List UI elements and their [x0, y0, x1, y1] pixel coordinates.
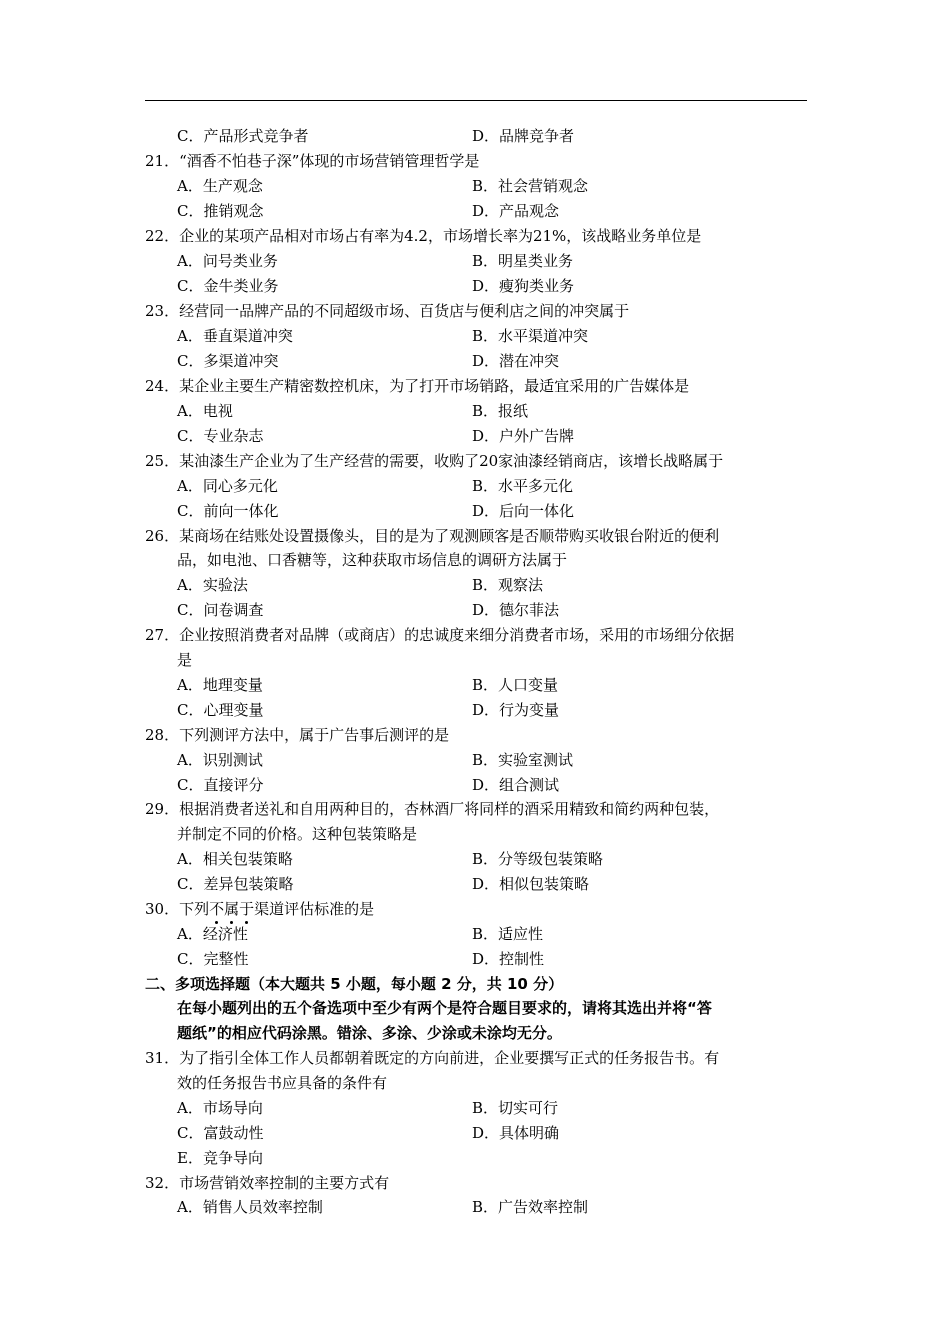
q32-stem: 32．市场营销效率控制的主要方式有	[145, 1174, 390, 1192]
q32-option-a: A．销售人员效率控制	[177, 1198, 323, 1216]
q25-stem: 25．某油漆生产企业为了生产经营的需要，收购了20家油漆经销商店，该增长战略属于	[145, 452, 724, 470]
q30-emphasis-char-3: 于	[239, 900, 254, 918]
q28-stem: 28．下列测评方法中，属于广告事后测评的是	[145, 726, 450, 744]
q26-option-b: B．观察法	[472, 576, 544, 594]
q28-option-b: B．实验室测试	[472, 751, 574, 769]
q26-option-c: C．问卷调查	[177, 601, 264, 619]
q25-option-c: C．前向一体化	[177, 502, 279, 520]
header-rule	[145, 100, 807, 101]
q30-option-b: B．适应性	[472, 925, 544, 943]
q28-option-d: D．组合测试	[472, 776, 560, 794]
q26-stem: 26．某商场在结账处设置摄像头，目的是为了观测顾客是否顺带购买收银台附近的便利	[145, 527, 720, 545]
q20-option-d: D．品牌竞争者	[472, 127, 575, 145]
q22-option-a: A．问号类业务	[177, 252, 278, 270]
q26-option-a: A．实验法	[177, 576, 248, 594]
section-2-title: 二、多项选择题（本大题共 5 小题，每小题 2 分，共 10 分）	[145, 975, 564, 993]
q24-option-a: A．电视	[177, 402, 233, 420]
q31-stem: 31．为了指引全体工作人员都朝着既定的方向前进，企业要撰写正式的任务报告书。有	[145, 1049, 720, 1067]
q29-stem-continued: 并制定不同的价格。这种包装策略是	[177, 825, 418, 843]
q31-option-e: E．竞争导向	[177, 1149, 263, 1167]
q30-emphasis-char-1: 不	[209, 900, 224, 918]
q26-option-d: D．德尔菲法	[472, 601, 560, 619]
q29-option-a: A．相关包装策略	[177, 850, 293, 868]
q30-stem	[145, 899, 374, 919]
q21-option-b: B．社会营销观念	[472, 177, 589, 195]
q23-option-a: A．垂直渠道冲突	[177, 327, 293, 345]
q22-option-b: B．明星类业务	[472, 252, 574, 270]
q27-option-a: A．地理变量	[177, 676, 263, 694]
q29-option-b: B．分等级包装策略	[472, 850, 604, 868]
q21-option-a: A．生产观念	[177, 177, 263, 195]
section-2-instructions-continued: 题纸”的相应代码涂黑。错涂、多涂、少涂或未涂均无分。	[177, 1024, 562, 1042]
q29-option-d: D．相似包装策略	[472, 875, 590, 893]
q30-stem-prefix: 30．下列	[145, 900, 210, 918]
q27-option-c: C．心理变量	[177, 701, 264, 719]
q25-option-b: B．水平多元化	[472, 477, 574, 495]
q21-option-d: D．产品观念	[472, 202, 560, 220]
q23-stem: 23．经营同一品牌产品的不同超级市场、百货店与便利店之间的冲突属于	[145, 302, 630, 320]
q31-option-c: C．富鼓动性	[177, 1124, 264, 1142]
q30-stem-suffix: 渠道评估标准的是	[254, 900, 375, 918]
q31-option-d: D．具体明确	[472, 1124, 560, 1142]
q23-option-c: C．多渠道冲突	[177, 352, 279, 370]
q25-option-d: D．后向一体化	[472, 502, 575, 520]
q30-option-a: A．经济性	[177, 925, 248, 943]
q28-option-a: A．识别测试	[177, 751, 263, 769]
q27-option-d: D．行为变量	[472, 701, 560, 719]
q20-option-c: C．产品形式竞争者	[177, 127, 309, 145]
q23-option-d: D．潜在冲突	[472, 352, 560, 370]
q29-option-c: C．差异包装策略	[177, 875, 294, 893]
q31-stem-continued: 效的任务报告书应具备的条件有	[177, 1074, 388, 1092]
q22-option-d: D．瘦狗类业务	[472, 277, 575, 295]
q21-stem: 21．“酒香不怕巷子深”体现的市场营销管理哲学是	[145, 152, 480, 170]
q25-option-a: A．同心多元化	[177, 477, 278, 495]
q30-option-d: D．控制性	[472, 950, 545, 968]
q26-stem-continued: 品，如电池、口香糖等，这种获取市场信息的调研方法属于	[177, 551, 568, 569]
q22-option-c: C．金牛类业务	[177, 277, 279, 295]
q27-option-b: B．人口变量	[472, 676, 559, 694]
q23-option-b: B．水平渠道冲突	[472, 327, 589, 345]
q24-option-c: C．专业杂志	[177, 427, 264, 445]
q24-option-d: D．户外广告牌	[472, 427, 575, 445]
q27-stem-continued: 是	[177, 651, 193, 669]
q29-stem: 29．根据消费者送礼和自用两种目的，杏林酒厂将同样的酒采用精致和简约两种包装，	[145, 800, 720, 818]
q21-option-c: C．推销观念	[177, 202, 264, 220]
q32-option-b: B．广告效率控制	[472, 1198, 589, 1216]
q31-option-a: A．市场导向	[177, 1099, 263, 1117]
q22-stem: 22．企业的某项产品相对市场占有率为4.2，市场增长率为21%，该战略业务单位是	[145, 227, 702, 245]
q30-option-c: C．完整性	[177, 950, 249, 968]
q24-option-b: B．报纸	[472, 402, 529, 420]
q30-emphasis-char-2: 属	[224, 900, 239, 918]
q24-stem: 24．某企业主要生产精密数控机床，为了打开市场销路，最适宜采用的广告媒体是	[145, 377, 690, 395]
section-2-instructions: 在每小题列出的五个备选项中至少有两个是符合题目要求的，请将其选出并将“答	[177, 999, 712, 1017]
q31-option-b: B．切实可行	[472, 1099, 559, 1117]
q28-option-c: C．直接评分	[177, 776, 264, 794]
q27-stem: 27．企业按照消费者对品牌（或商店）的忠诚度来细分消费者市场，采用的市场细分依据	[145, 626, 735, 644]
